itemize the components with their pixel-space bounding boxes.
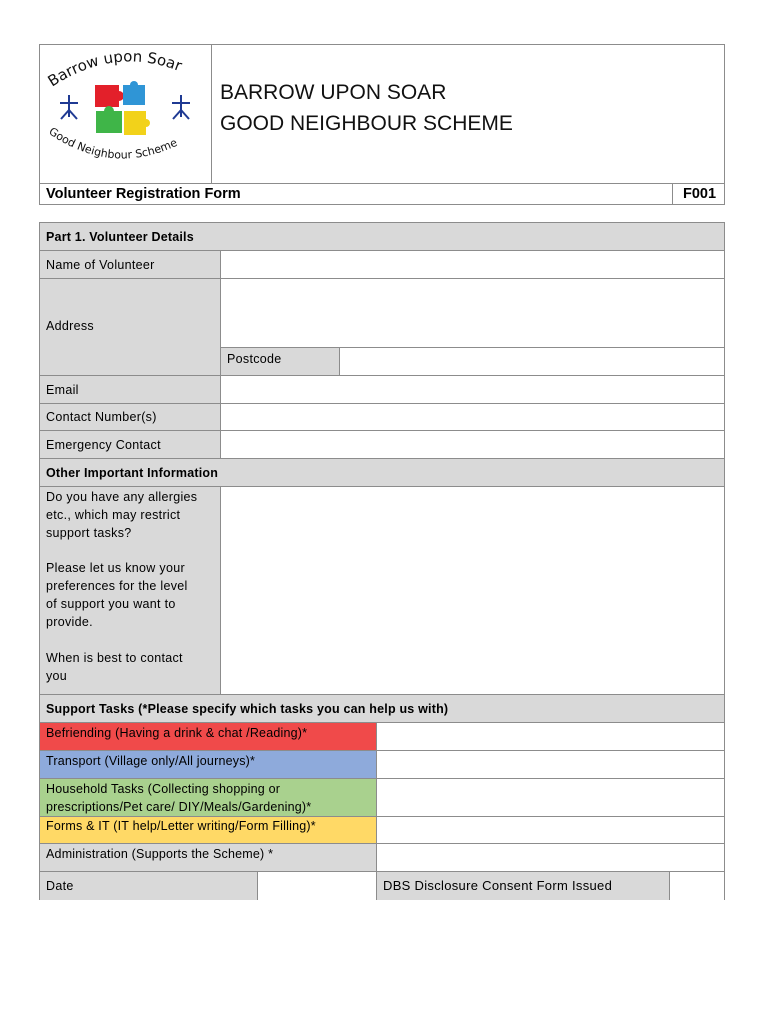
scheme-logo <box>40 45 211 183</box>
title-line-2: GOOD NEIGHBOUR SCHEME <box>220 112 513 135</box>
footer-row <box>40 872 724 900</box>
scheme-title <box>220 77 513 139</box>
logo-text-top: Barrow upon Soar <box>44 47 185 91</box>
address-row <box>40 279 724 376</box>
emergency-label: Emergency Contact <box>46 438 161 452</box>
tasks-heading: Support Tasks (*Please specify which tasks you can help us with) <box>46 702 449 716</box>
logo-text-bottom: Good Neighbour Scheme <box>46 124 180 162</box>
task-row <box>40 751 724 779</box>
task-administration-label <box>40 844 377 871</box>
postcode-label-cell <box>221 348 340 375</box>
task-household-text-2: prescriptions/Pet care/ DIY/Meals/Gardening)* <box>46 800 312 814</box>
title-line-1: BARROW UPON SOAR <box>220 81 447 104</box>
puzzle-pieces-icon <box>95 81 150 135</box>
emergency-row <box>40 431 724 459</box>
tasks-heading-row <box>40 695 724 723</box>
contact-time-line-2: you <box>46 669 68 683</box>
contact-time-line-1: When is best to contact <box>46 651 183 665</box>
left-figure-icon <box>60 95 78 119</box>
logo-cell <box>40 45 212 183</box>
email-row <box>40 376 724 404</box>
contact-label: Contact Number(s) <box>46 410 157 424</box>
task-household-label <box>40 779 377 816</box>
task-row <box>40 844 724 872</box>
task-transport-field[interactable] <box>377 751 724 778</box>
name-field[interactable] <box>221 251 724 278</box>
task-forms-it-field[interactable] <box>377 817 724 843</box>
form-code: F001 <box>683 186 717 202</box>
address-label: Address <box>46 319 94 333</box>
email-field[interactable] <box>221 376 724 403</box>
task-befriending-text: Befriending (Having a drink & chat /Reading)* <box>46 726 308 740</box>
postcode-label: Postcode <box>227 352 282 366</box>
postcode-field[interactable] <box>340 348 724 375</box>
task-row <box>40 817 724 844</box>
address-field[interactable] <box>221 279 724 348</box>
right-figure-icon <box>172 95 190 119</box>
form-title-bar <box>40 183 724 205</box>
contact-row <box>40 404 724 431</box>
dbs-label: DBS Disclosure Consent Form Issued <box>383 878 613 893</box>
emergency-label-cell <box>40 431 221 458</box>
task-administration-text: Administration (Supports the Scheme) * <box>46 847 274 861</box>
email-label-cell <box>40 376 221 403</box>
task-row <box>40 779 724 817</box>
name-label-cell <box>40 251 221 278</box>
task-transport-text: Transport (Village only/All journeys)* <box>46 754 256 768</box>
address-label-cell <box>40 279 221 375</box>
emergency-field[interactable] <box>221 431 724 458</box>
task-transport-label <box>40 751 377 778</box>
other-info-label-cell <box>40 487 221 694</box>
preferences-line-1: Please let us know your <box>46 561 185 575</box>
form-code-cell <box>672 184 724 205</box>
date-field[interactable] <box>258 872 377 900</box>
part1-heading: Part 1. Volunteer Details <box>46 230 194 244</box>
task-befriending-label <box>40 723 377 750</box>
preferences-line-2: preferences for the level <box>46 579 188 593</box>
svg-text:Barrow upon Soar <box>45 47 186 90</box>
part1-heading-row <box>40 223 724 251</box>
task-household-field[interactable] <box>377 779 724 816</box>
contact-field[interactable] <box>221 404 724 430</box>
date-label: Date <box>46 879 74 893</box>
other-heading: Other Important Information <box>46 466 219 480</box>
task-befriending-field[interactable] <box>377 723 724 750</box>
other-info-field[interactable] <box>221 487 724 694</box>
dbs-field[interactable] <box>670 872 724 900</box>
task-forms-it-label <box>40 817 377 843</box>
allergies-line-1: Do you have any allergies <box>46 490 198 504</box>
allergies-line-2: etc., which may restrict <box>46 508 181 522</box>
form-name: Volunteer Registration Form <box>46 186 241 202</box>
date-label-cell <box>40 872 258 900</box>
registration-form <box>39 222 725 900</box>
other-heading-row <box>40 459 724 487</box>
task-row <box>40 723 724 751</box>
form-header <box>39 44 725 205</box>
preferences-line-3: of support you want to <box>46 597 176 611</box>
contact-label-cell <box>40 404 221 430</box>
preferences-line-4: provide. <box>46 615 93 629</box>
allergies-line-3: support tasks? <box>46 526 132 540</box>
dbs-label-cell <box>377 872 670 900</box>
task-forms-it-text: Forms & IT (IT help/Letter writing/Form Filling)* <box>46 819 316 833</box>
name-row <box>40 251 724 279</box>
other-info-row <box>40 487 724 695</box>
task-household-text-1: Household Tasks (Collecting shopping or <box>46 782 281 796</box>
name-label: Name of Volunteer <box>46 258 155 272</box>
task-administration-field[interactable] <box>377 844 724 871</box>
email-label: Email <box>46 383 79 397</box>
